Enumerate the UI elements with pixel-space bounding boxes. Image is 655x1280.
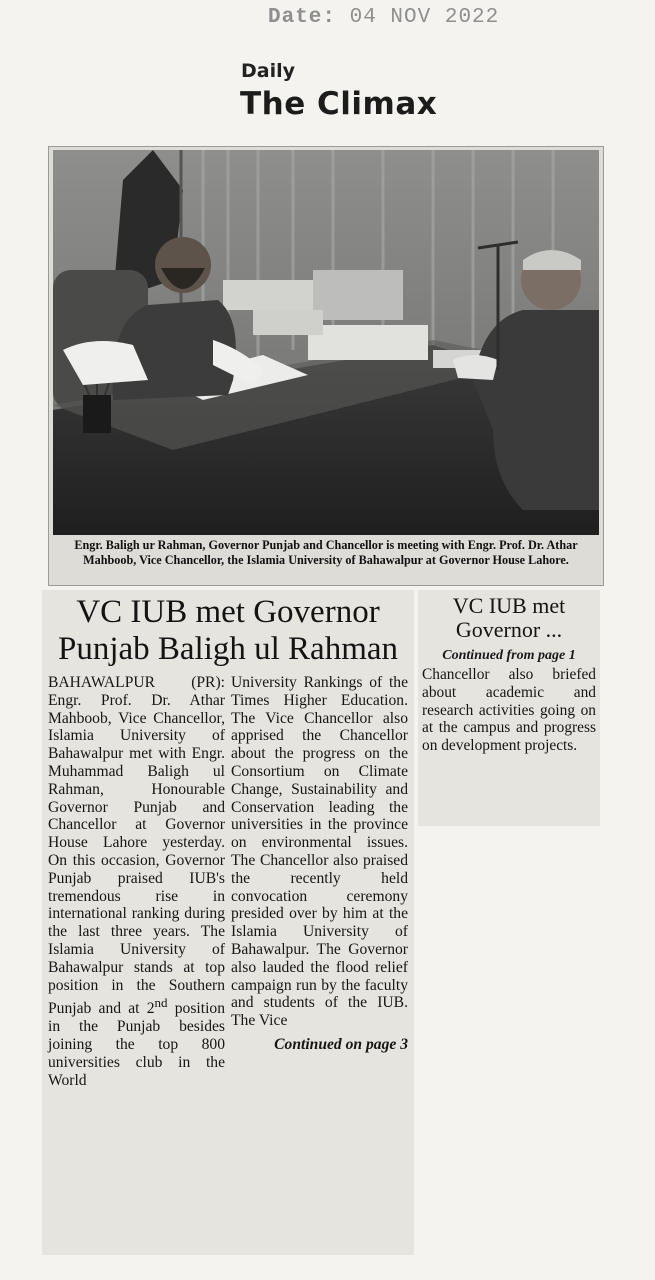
ordinal-suffix: nd (154, 995, 168, 1011)
date-stamp-value: 04 NOV 2022 (349, 6, 500, 29)
date-stamp (268, 6, 499, 29)
meeting-photo-image (53, 150, 599, 535)
publication-frequency: Daily (241, 60, 296, 82)
main-article (42, 590, 414, 1255)
date-stamp-label: Date: (268, 6, 337, 29)
continuation-headline: VC IUB met Governor ... (452, 593, 566, 642)
continued-on-label: Continued on page 3 (274, 1035, 408, 1053)
continuation-box (418, 590, 600, 826)
continued-from-label: Continued from page 1 (442, 648, 576, 663)
article-column-1 (48, 674, 225, 1090)
article-column-1-text: BAHAWALPUR (PR): Engr. Prof. Dr. Athar Mahboob, Vice Chancellor, Islamia University of Bahawalpur met with Engr. Muhammad Baligh ul Rahman, Honourable Governor Punjab and Chancellor at Governor House Lahore yesterday. On this occasion, Governor Punjab praised IUB's tremendous rise in international ranking during the last three years. The Islamia University of Bahawalpur stands at top position in the Southern Punjab and at 2 (48, 674, 225, 1018)
article-column-2-text: University Rankings of the Times Higher Education. The Vice Chancellor also apprised the Chancellor about the progress on the Consortium on Climate Change, Sustainability and Conservation leading the universities in the province on environmental issues. The Chancellor also praised the recently held convocation ceremony presided over by him at the Islamia University of Bahawalpur. The Governor also lauded the flood relief campaign run by the faculty and students of the IUB. The Vice (231, 674, 408, 1030)
continuation-body: Chancellor also briefed about academic and research activities going on at the campus and progress on development projects. (422, 666, 596, 755)
article-column-1-text-end: position in the Punjab besides joining the top 800 universities club in the World (48, 1000, 225, 1089)
photo-caption: Engr. Baligh ur Rahman, Governor Punjab and Chancellor is meeting with Engr. Prof. Dr. Athar Mahboob, Vice Chancellor, the Islamia University of Bahawalpur at Governor House Lahore. (74, 538, 578, 567)
article-headline: VC IUB met Governor Punjab Baligh ul Rahman (57, 594, 399, 667)
article-column-2 (231, 674, 408, 1090)
article-body (48, 674, 408, 1090)
publication-name: The Climax (240, 86, 438, 122)
news-photo-frame (48, 146, 604, 586)
